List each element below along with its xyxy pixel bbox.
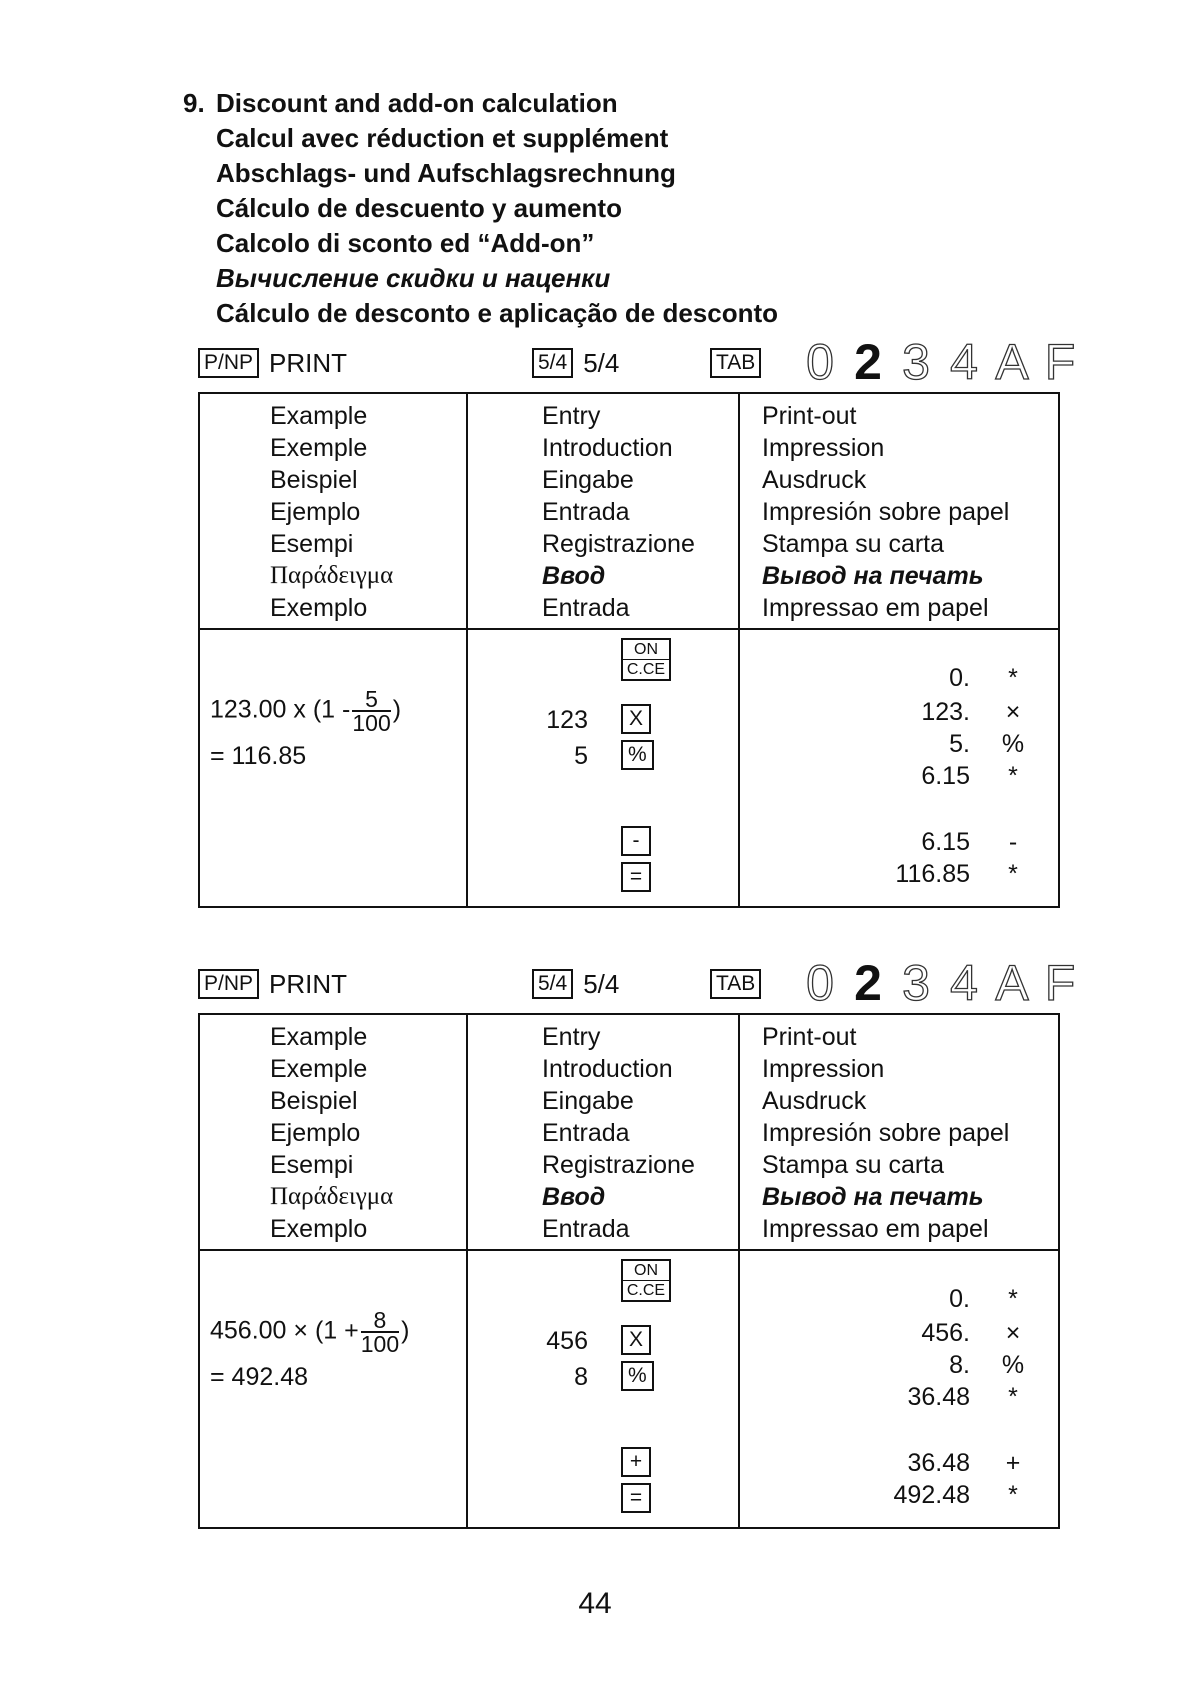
example-table [198, 392, 1060, 908]
heading-it: Calcolo di sconto ed “Add-on” [216, 228, 595, 258]
tab-switch[interactable]: TAB [710, 348, 761, 378]
example-cell [199, 1250, 467, 1528]
header-label: Esempi [270, 1151, 354, 1179]
tab-digits [796, 953, 1084, 1013]
tab-digit: 3 [902, 334, 930, 390]
formula-prefix: 123.00 x (1 - [210, 695, 351, 724]
header-label: Introduction [542, 1055, 673, 1083]
header-label: Eingabe [542, 1087, 634, 1115]
header-row [199, 393, 1059, 629]
printout-symbol: * [1008, 762, 1018, 790]
header-label: Ввод [542, 562, 606, 590]
printout-value: 36.48 [907, 1383, 970, 1411]
entry-value: 123 [546, 706, 588, 734]
example-header [199, 1014, 467, 1250]
section-heading [183, 86, 778, 331]
printout-line [740, 762, 1050, 796]
settings-row [198, 955, 1076, 1013]
example-cell [199, 629, 467, 907]
formula-suffix: ) [392, 695, 402, 724]
entry-step [468, 740, 678, 774]
fraction-denominator: 100 [352, 710, 391, 736]
printout-value: 116.85 [895, 860, 970, 888]
tab-digit: A [995, 955, 1029, 1011]
header-label: Ejemplo [270, 498, 361, 526]
header-label: Entry [542, 402, 601, 430]
printout-line [740, 730, 1050, 764]
printout-value: 36.48 [907, 1449, 970, 1477]
tab-switch[interactable]: TAB [710, 969, 761, 999]
header-label: Entrada [542, 498, 630, 526]
entry-step [468, 1483, 678, 1517]
example-table [198, 1013, 1060, 1529]
entry-value: 456 [546, 1327, 588, 1355]
printout-value: 0. [949, 664, 970, 692]
fraction-denominator: 100 [360, 1331, 400, 1357]
printout-value: 5. [949, 730, 970, 758]
printout-line [740, 664, 1050, 698]
printout-value: 8. [949, 1351, 970, 1379]
header-label: Impression [762, 434, 885, 462]
tab-digit: 3 [902, 955, 930, 1011]
printout-symbol: × [1005, 698, 1021, 726]
printout-symbol: - [1008, 828, 1018, 856]
header-label: Print-out [762, 402, 857, 430]
calculator-key[interactable]: X [621, 1325, 651, 1355]
printout-line [740, 1351, 1050, 1385]
header-label: Print-out [762, 1023, 857, 1051]
print-setting [198, 346, 347, 379]
rounding-setting [532, 967, 619, 1000]
printout-symbol: × [1005, 1319, 1021, 1347]
heading-de: Abschlags- und Aufschlagsrechnung [216, 158, 676, 188]
tab-digit: 0 [806, 955, 834, 1011]
printout-value: 492.48 [893, 1481, 970, 1509]
formula [210, 688, 401, 771]
header-label: Registrazione [542, 1151, 695, 1179]
entry-step [468, 1325, 678, 1359]
entry-value: 5 [574, 742, 588, 770]
header-label: Example [270, 402, 368, 430]
header-label: Entrada [542, 1119, 630, 1147]
heading-fr: Calcul avec réduction et supplément [216, 123, 669, 153]
entry-step [468, 1361, 678, 1395]
rounding-switch[interactable]: 5/4 [532, 348, 573, 378]
formula-suffix: ) [401, 1316, 410, 1345]
printout-line [740, 828, 1050, 862]
example-block-1 [198, 334, 1076, 908]
header-label: Introduction [542, 434, 673, 462]
tab-digit: 0 [806, 334, 834, 390]
settings-row [198, 334, 1076, 392]
header-label: Eingabe [542, 466, 634, 494]
header-label: Impression [762, 1055, 885, 1083]
printout-value: 6.15 [921, 828, 970, 856]
section-number: 9. [183, 88, 205, 118]
header-label: Beispiel [270, 466, 358, 494]
header-label: Registrazione [542, 530, 695, 558]
tab-digit: 2 [854, 955, 882, 1011]
rounding-setting [532, 346, 619, 379]
entry-step [468, 704, 678, 738]
calculator-key[interactable]: - [621, 826, 651, 856]
header-label: Example [270, 1023, 368, 1051]
printout-value: 0. [949, 1285, 970, 1313]
example-block-2 [198, 955, 1076, 1529]
page-number: 44 [578, 1587, 612, 1620]
header-label: Impressao em papel [762, 1215, 989, 1243]
header-label: Impressao em papel [762, 594, 989, 622]
data-row [199, 1250, 1059, 1528]
header-label: Παράδειγμα [270, 562, 394, 589]
rounding-label: 5/4 [583, 347, 620, 378]
entry-value: 8 [574, 1363, 588, 1391]
printout-header [739, 393, 1059, 629]
printout-value: 123. [921, 698, 970, 726]
header-label: Entrada [542, 594, 630, 622]
tab-setting [710, 967, 761, 999]
calculator-key[interactable]: + [621, 1447, 651, 1477]
header-label: Beispiel [270, 1087, 358, 1115]
printout-symbol: * [1008, 664, 1018, 692]
header-label: Exemple [270, 1055, 368, 1083]
formula-prefix: 456.00 × (1 + [210, 1316, 359, 1345]
header-label: Exemplo [270, 1215, 368, 1243]
printout-line [740, 860, 1050, 894]
tab-digit: F [1044, 955, 1076, 1011]
entry-header [467, 1014, 739, 1250]
printout-value: 6.15 [921, 762, 970, 790]
example-header [199, 393, 467, 629]
heading-es: Cálculo de descuento y aumento [216, 193, 622, 223]
header-label: Stampa su carta [762, 1151, 945, 1179]
print-label: PRINT [269, 968, 348, 999]
printout-header [739, 1014, 1059, 1250]
entry-cell [467, 629, 739, 907]
printout-cell [739, 629, 1059, 907]
calculator-key[interactable]: % [621, 740, 654, 770]
header-label: Ejemplo [270, 1119, 361, 1147]
fraction [361, 1309, 399, 1355]
fraction [352, 688, 390, 734]
header-label: Exemple [270, 434, 368, 462]
header-label: Esempi [270, 530, 354, 558]
header-label: Impresión sobre papel [762, 498, 1010, 526]
printout-line [740, 1481, 1050, 1515]
tab-digit: 4 [950, 334, 978, 390]
header-label: Ausdruck [762, 1087, 867, 1115]
pnp-switch[interactable]: P/NP [198, 969, 259, 999]
calculator-key[interactable]: = [621, 1483, 651, 1513]
printout-symbol: * [1008, 860, 1018, 888]
header-label: Ausdruck [762, 466, 867, 494]
printout-value: 456. [921, 1319, 970, 1347]
pnp-switch[interactable]: P/NP [198, 348, 259, 378]
data-row [199, 629, 1059, 907]
tab-digits [796, 332, 1084, 392]
tab-digit: 2 [854, 334, 882, 390]
printout-line [740, 1449, 1050, 1483]
printout-symbol: * [1008, 1383, 1018, 1411]
formula-result: = 116.85 [210, 742, 307, 770]
calculator-key[interactable]: = [621, 862, 651, 892]
printout-line [740, 1285, 1050, 1319]
printout-symbol: + [1005, 1449, 1021, 1477]
calculator-key[interactable]: X [621, 704, 651, 734]
entry-step [468, 826, 678, 860]
header-label: Exemplo [270, 594, 368, 622]
entry-cell [467, 1250, 739, 1528]
print-label: PRINT [269, 347, 348, 378]
formula [210, 1309, 409, 1392]
printout-symbol: % [1001, 1351, 1025, 1379]
fraction-numerator: 8 [361, 1309, 399, 1333]
printout-symbol: % [1001, 730, 1025, 758]
printout-symbol: * [1008, 1481, 1018, 1509]
header-label: Вывод на печать [762, 1183, 984, 1211]
print-setting [198, 967, 347, 1000]
entry-step [468, 862, 678, 896]
rounding-label: 5/4 [583, 968, 620, 999]
header-label: Entry [542, 1023, 601, 1051]
rounding-switch[interactable]: 5/4 [532, 969, 573, 999]
tab-digit: A [995, 334, 1029, 390]
on-cce-key[interactable]: ON C.CE [621, 638, 671, 681]
heading-pt: Cálculo de desconto e aplicação de desconto [216, 298, 779, 328]
tab-setting [710, 346, 761, 378]
printout-line [740, 698, 1050, 732]
formula-result: = 492.48 [210, 1363, 309, 1391]
printout-line [740, 1383, 1050, 1417]
header-label: Ввод [542, 1183, 606, 1211]
header-label: Entrada [542, 1215, 630, 1243]
on-cce-key[interactable]: ON C.CE [621, 1259, 671, 1302]
header-row [199, 1014, 1059, 1250]
printout-cell [739, 1250, 1059, 1528]
tab-digit: F [1044, 334, 1076, 390]
fraction-numerator: 5 [352, 688, 390, 712]
printout-symbol: * [1008, 1285, 1018, 1313]
entry-header [467, 393, 739, 629]
header-label: Stampa su carta [762, 530, 945, 558]
printout-line [740, 1319, 1050, 1353]
header-label: Impresión sobre papel [762, 1119, 1010, 1147]
header-label: Вывод на печать [762, 562, 984, 590]
tab-digit: 4 [950, 955, 978, 1011]
entry-step [468, 1447, 678, 1481]
calculator-key[interactable]: % [621, 1361, 654, 1391]
heading-en: 9. Discount and add-on calculation [183, 86, 778, 121]
heading-ru: Вычисление скидки и наценки [216, 263, 611, 293]
header-label: Παράδειγμα [270, 1183, 394, 1210]
